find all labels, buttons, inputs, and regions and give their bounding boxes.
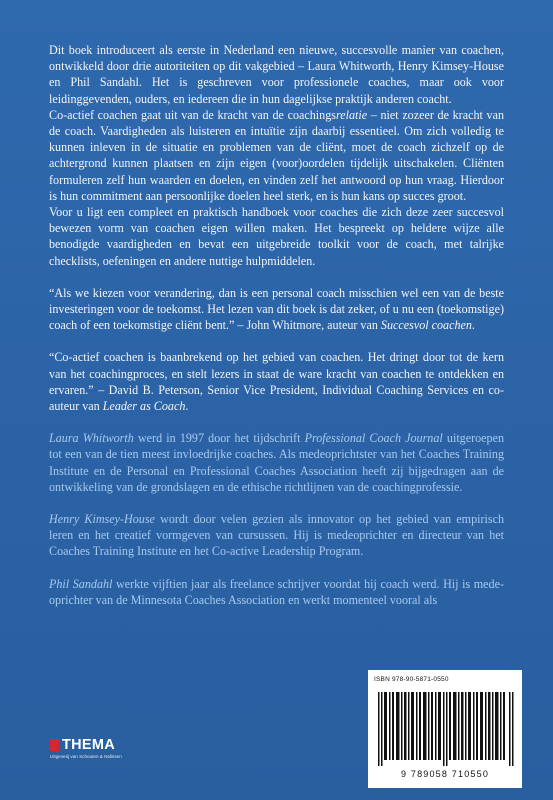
quote-whitmore	[49, 285, 504, 334]
publisher-subline: Uitgeverij van Schouten & Nelissen	[50, 754, 122, 759]
intro-p2-emphasis: relatie	[335, 107, 368, 122]
isbn-label: ISBN 978-90-5871-0550	[374, 676, 449, 683]
intro-paragraph-2	[49, 107, 504, 204]
spacer	[49, 414, 504, 430]
quote-peterson-text: “Co-actief coachen is baanbrekend op het gebied van coachen. Het dringt door tot de kern van het coachingproces, en stelt lezers in staat de ware kracht van coachen te ontdekken en ervaren.” – David B. Peterson, Senior Vice President, Individual Coaching Services en co-auteur van	[49, 350, 504, 414]
publisher-logo	[50, 737, 122, 759]
back-cover-text	[49, 42, 504, 608]
publisher-mark-icon	[50, 739, 59, 751]
bio-whitworth-mid: werd in 1997 door het tijdschrift	[133, 431, 305, 446]
bio-whitworth-magazine: Professional Coach Journal	[304, 431, 443, 446]
quote-whitmore-book: Succesvol coachen	[380, 318, 472, 333]
quote-whitmore-text: “Als we kiezen voor verandering, dan is een personal coach misschien wel een van de beste investeringen voor de toekomst. Het lezen van dit boek is dat zeker, of u nu een (toekomstige) coach of een toekomstige cliënt bent.” – John Whitmore, auteur van	[49, 285, 504, 333]
quote-whitmore-end: .	[471, 318, 475, 333]
bio-sandahl-rest: werkte vijftien jaar als freelance schrijver voordat hij coach werd. Hij is mede-oprichter van de Minnesota Coaches Association en werkt momenteel vooral als	[49, 576, 504, 607]
isbn-barcode-box	[368, 670, 522, 788]
spacer	[49, 495, 504, 511]
bio-whitworth-rest: uitgeroepen tot een van de tien meest invloedrijke coaches. Als medeoprichtster van het Coaches Training Institute en de Personal en Professional Coaches Association heeft zij bijgedragen aan de ontwikkeling van de grondslagen en de ethische richtlijnen van de coachingprofessie.	[49, 431, 504, 494]
quote-peterson-book: Leader as Coach	[102, 399, 186, 414]
bio-whitworth	[49, 430, 504, 495]
publisher-name: THEMA	[62, 737, 116, 753]
bio-kimsey-house-name: Henry Kimsey-House	[49, 512, 155, 527]
bio-kimsey-house-rest: wordt door velen gezien als innovator op het gebied van empirisch leren en het creatief vormgeven van cursussen. Hij is medeoprichter en directeur van het Coaches Training Institute en het Co-active Leadership Program.	[49, 512, 504, 559]
barcode-digits: 9 789058 710550	[400, 769, 490, 779]
bio-sandahl	[49, 576, 504, 608]
intro-paragraph-3: Voor u ligt een compleet en praktisch handboek voor coaches die zich deze zeer succesvol bewezen vorm van coachen eigen willen maken. Het bespreekt op heldere wijze alle benodigde vaardigheden en bevat een uitgebreide toolkit voor de coach, met talrijke checklists, oefeningen en andere nuttige hulpmiddelen.	[49, 205, 504, 268]
bio-sandahl-name: Phil Sandahl	[49, 576, 113, 591]
spacer	[49, 560, 504, 576]
quote-peterson	[49, 349, 504, 414]
intro-p2-start: Co-actief coachen gaat uit van de kracht van de coachings	[49, 107, 336, 122]
intro-paragraph-1: Dit boek introduceert als eerste in Nederland een nieuwe, succesvolle manier van coachen, ontwikkeld door drie autoriteiten op dit vakgebied – Laura Whitworth, Henry Kimsey-House en Phil Sandahl. Het is geschreven voor professionele coaches, maar ook voor leidinggevenden, ouders, en iedereen die in hun dagelijkse praktijk anderen coacht.	[49, 43, 504, 106]
quote-peterson-end: .	[185, 399, 189, 414]
barcode-icon	[378, 692, 514, 766]
spacer	[49, 269, 504, 285]
bio-whitworth-name: Laura Whitworth	[49, 431, 134, 446]
bio-kimsey-house	[49, 511, 504, 560]
publisher-logo-row	[50, 737, 122, 753]
spacer	[49, 333, 504, 349]
intro-p2-end: – niet zozeer de kracht van de coach. Vaardigheden als luisteren en intuïtie zijn daarbij essentieel. Om zich volledig te kunnen inleven in de situatie en problemen van de cliënt, moet de coach zichzelf op de achtergrond kunnen plaatsen en zijn eigen (voor)oordelen tijdelijk uitschakelen. Cliënten formuleren zelf hun waarden en doelen, en vinden zelf het antwoord op hun vraag. Hierdoor is hun commitment aan persoonlijke doelen heel sterk, en is hun kans op succes groot.	[49, 107, 504, 203]
